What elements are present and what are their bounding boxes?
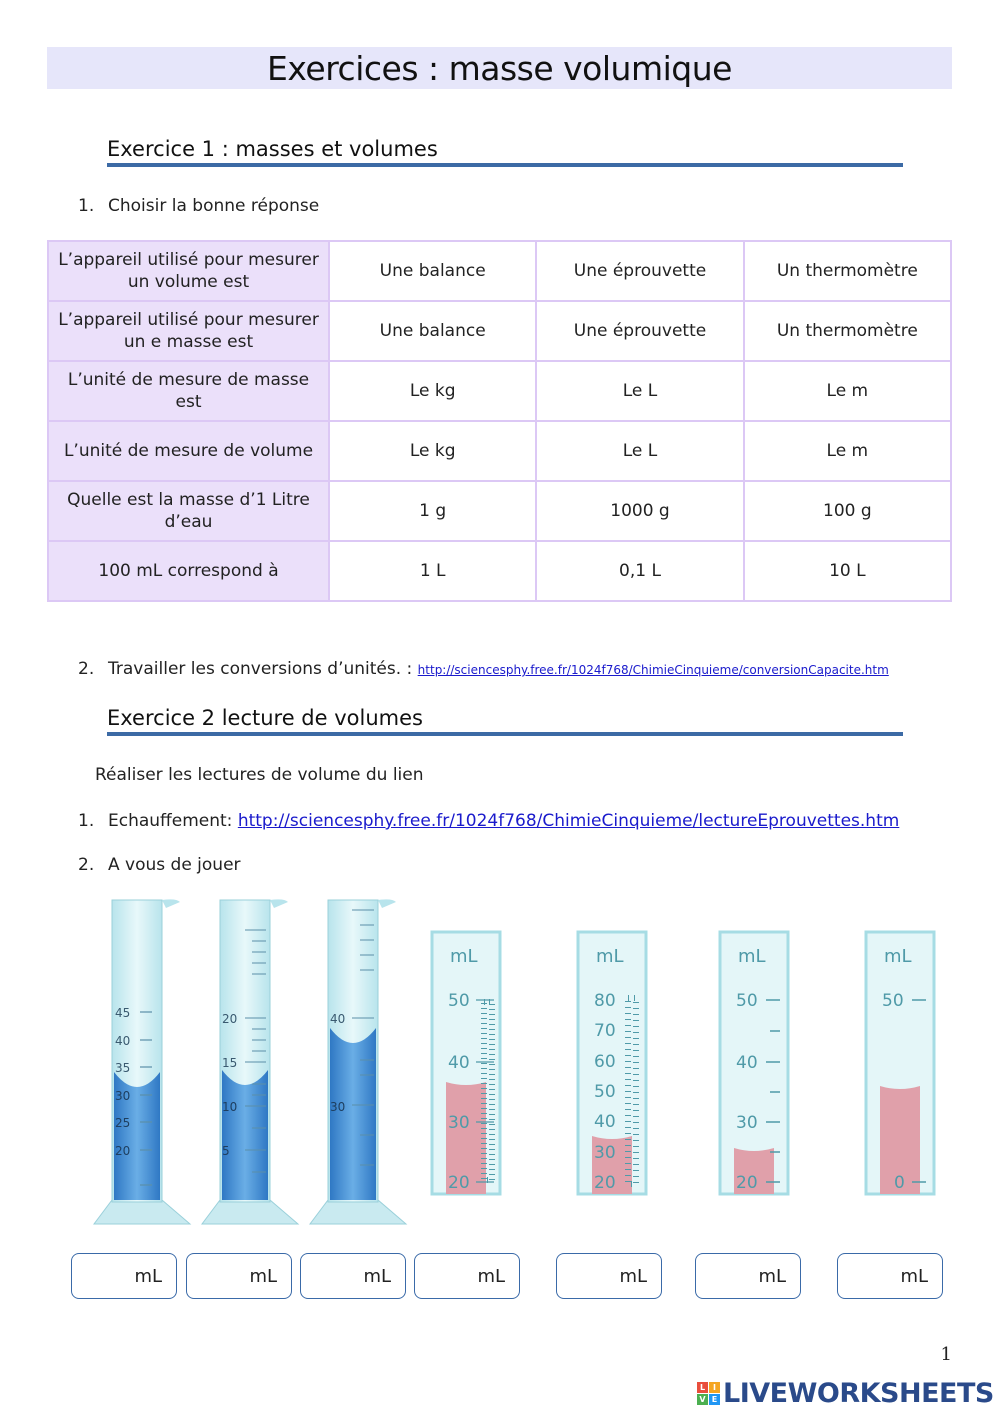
cylinder-base [202, 1200, 298, 1224]
tick-label: 20 [448, 1173, 470, 1193]
answer-unit: mL [758, 1265, 786, 1287]
tick-label: 0 [894, 1173, 905, 1193]
tick-label: 30 [594, 1143, 616, 1163]
ex1-item1-number: 1. [78, 196, 95, 216]
tick-label: 20 [736, 1173, 758, 1193]
tick-label: 20 [222, 1012, 238, 1026]
answer-input-3[interactable] [300, 1253, 406, 1299]
tick-label: 30 [115, 1089, 131, 1103]
cylinder-spout [162, 899, 180, 908]
choice-cell[interactable]: Le L [536, 361, 743, 421]
choice-table [47, 240, 952, 602]
choice-cell[interactable]: Le kg [329, 361, 536, 421]
choice-cell[interactable]: 0,1 L [536, 541, 743, 601]
blue-cylinder-1 [94, 899, 190, 1224]
choice-cell[interactable]: 1 g [329, 481, 536, 541]
tick-label: 40 [115, 1034, 131, 1048]
ex2-item2-text: A vous de jouer [108, 855, 241, 875]
answer-input-7[interactable] [837, 1253, 943, 1299]
choice-cell[interactable]: 1000 g [536, 481, 743, 541]
cylinder-spout [270, 899, 288, 908]
choice-cell[interactable]: Le m [744, 361, 951, 421]
tick-label: 20 [594, 1173, 616, 1193]
tick-label: 30 [736, 1113, 758, 1133]
tick-label: 40 [736, 1053, 758, 1073]
ex2-item2 [78, 855, 241, 875]
blue-cylinder-2 [202, 899, 298, 1224]
ex1-item2 [78, 659, 889, 679]
answer-input-4[interactable] [414, 1253, 520, 1299]
unit-label: mL [738, 946, 766, 967]
choice-cell[interactable]: 100 g [744, 481, 951, 541]
answer-unit: mL [134, 1265, 162, 1287]
tick-label: 30 [448, 1113, 470, 1133]
tick-label: 80 [594, 991, 616, 1011]
answer-unit: mL [900, 1265, 928, 1287]
question-cell: L’unité de mesure de masse est [48, 361, 329, 421]
liquid [222, 1070, 268, 1200]
tick-label: 40 [330, 1012, 346, 1026]
table-row [48, 361, 951, 421]
question-cell: Quelle est la masse d’1 Litre d’eau [48, 481, 329, 541]
unit-label: mL [450, 946, 478, 967]
answer-unit: mL [249, 1265, 277, 1287]
table-row [48, 421, 951, 481]
question-cell: L’unité de mesure de volume [48, 421, 329, 481]
pink-cylinder-3 [720, 932, 788, 1194]
blue-cylinder-3 [310, 899, 406, 1224]
choice-cell[interactable]: Une éprouvette [536, 241, 743, 301]
reading-link[interactable]: http://sciencesphy.free.fr/1024f768/ChimieCinquieme/lectureEprouvettes.htm [237, 811, 900, 831]
choice-cell[interactable]: Le L [536, 421, 743, 481]
liquid [330, 1028, 376, 1200]
unit-label: mL [596, 946, 624, 967]
question-cell: L’appareil utilisé pour mesurer un volume est [48, 241, 329, 301]
choice-cell[interactable]: 1 L [329, 541, 536, 601]
tick-label: 30 [330, 1100, 346, 1114]
page-title: Exercices : masse volumique [267, 48, 732, 88]
tick-label: 10 [222, 1100, 238, 1114]
choice-cell[interactable]: Une éprouvette [536, 301, 743, 361]
choice-cell[interactable]: Le m [744, 421, 951, 481]
tick-label: 5 [222, 1144, 230, 1158]
choice-cell[interactable]: Une balance [329, 301, 536, 361]
ex2-item1 [78, 811, 899, 831]
ex2-item2-number: 2. [78, 855, 95, 875]
answer-unit: mL [477, 1265, 505, 1287]
ex1-item2-number: 2. [78, 659, 95, 679]
tick-label: 50 [448, 991, 470, 1011]
table-row [48, 541, 951, 601]
answer-input-1[interactable] [71, 1253, 177, 1299]
choice-cell[interactable]: Un thermomètre [744, 301, 951, 361]
tick-label: 25 [115, 1116, 131, 1130]
ex1-item1 [78, 196, 319, 216]
ex1-item1-text: Choisir la bonne réponse [108, 196, 320, 216]
ex2-item1-text: Echauffement: [108, 811, 238, 831]
cylinder-base [310, 1200, 406, 1224]
question-cell: 100 mL correspond à [48, 541, 329, 601]
tick-label: 70 [594, 1021, 616, 1041]
tick-label: 20 [115, 1144, 131, 1158]
pink-cylinder-2 [578, 932, 646, 1194]
cylinder-base [94, 1200, 190, 1224]
pink-cylinder-4 [866, 932, 934, 1194]
tick-label: 35 [115, 1061, 131, 1075]
logo-icon: L I V E [697, 1382, 720, 1405]
tick-label: 40 [594, 1112, 616, 1132]
ex2-intro: Réaliser les lectures de volume du lien [95, 765, 424, 785]
choice-cell[interactable]: Une balance [329, 241, 536, 301]
exercise2-heading: Exercice 2 lecture de volumes [107, 706, 903, 736]
table-row [48, 301, 951, 361]
answer-input-2[interactable] [186, 1253, 292, 1299]
tick-label: 15 [222, 1056, 238, 1070]
pink-cylinder-1 [432, 932, 500, 1194]
ex1-item2-text: Travailler les conversions d’unités. : [108, 659, 418, 679]
tick-label: 45 [115, 1006, 131, 1020]
cylinder-spout [378, 899, 396, 908]
answer-input-6[interactable] [695, 1253, 801, 1299]
tick-label: 50 [882, 991, 904, 1011]
question-cell: L’appareil utilisé pour mesurer un e masse est [48, 301, 329, 361]
table-row [48, 241, 951, 301]
brand-name: LIVEWORKSHEETS [723, 1378, 994, 1409]
conversion-link[interactable]: http://sciencesphy.free.fr/1024f768/ChimieCinquieme/conversionCapacite.htm [417, 663, 889, 677]
table-row [48, 481, 951, 541]
liveworksheets-logo [697, 1378, 994, 1409]
exercise1-heading: Exercice 1 : masses et volumes [107, 137, 903, 167]
answer-unit: mL [363, 1265, 391, 1287]
choice-cell[interactable]: Le kg [329, 421, 536, 481]
page-number: 1 [940, 1344, 952, 1365]
answer-unit: mL [619, 1265, 647, 1287]
tick-label: 50 [736, 991, 758, 1011]
answer-input-5[interactable] [556, 1253, 662, 1299]
tick-label: 40 [448, 1053, 470, 1073]
choice-cell[interactable]: 10 L [744, 541, 951, 601]
choice-cell[interactable]: Un thermomètre [744, 241, 951, 301]
title-banner [47, 47, 952, 89]
cylinders-illustration [0, 890, 1000, 1235]
ex2-item1-number: 1. [78, 811, 95, 831]
unit-label: mL [884, 946, 912, 967]
tick-label: 50 [594, 1082, 616, 1102]
tick-label: 60 [594, 1052, 616, 1072]
